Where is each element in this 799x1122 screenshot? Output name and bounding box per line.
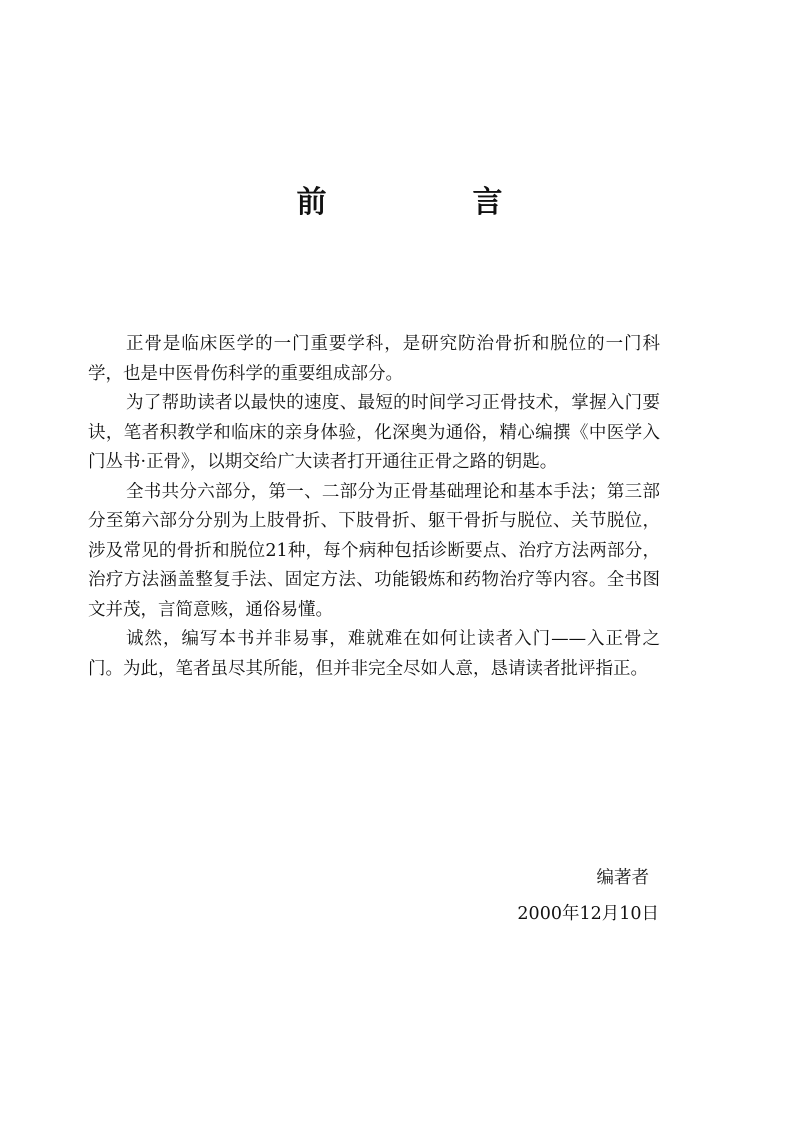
paragraph-4: 诚然，编写本书并非易事，难就难在如何让读者入门——入正骨之门。为此，笔者虽尽其所能，但并非完全尽如人意，恳请读者批评指正。 <box>88 629 660 679</box>
signature-block <box>517 860 659 932</box>
paragraph-1: 正骨是临床医学的一门重要学科，是研究防治骨折和脱位的一门科学，也是中医骨伤科学的重要组成部分。 <box>88 334 660 384</box>
paragraph-2: 为了帮助读者以最快的速度、最短的时间学习正骨技术，掌握入门要诀，笔者积教学和临床的亲身体验，化深奥为通俗，精心编撰《中医学入门丛书·正骨》，以期交给广大读者打开通往正骨之路的钥匙。 <box>88 393 660 472</box>
paragraph-3: 全书共分六部分，第一、二部分为正骨基础理论和基本手法；第三部分至第六部分分别为上肢骨折、下肢骨折、躯干骨折与脱位、关节脱位，涉及常见的骨折和脱位21种，每个病种包括诊断要点、治疗方法两部分，治疗方法涵盖整复手法、固定方法、功能锻炼和药物治疗等内容。全书图文并茂，言简意赅，通俗易懂。 <box>88 481 660 620</box>
page-title: 前 言 <box>296 185 561 220</box>
signature-author: 编著者 <box>596 868 649 888</box>
preface-body <box>88 330 660 684</box>
signature-date: 2000年12月10日 <box>517 904 659 924</box>
